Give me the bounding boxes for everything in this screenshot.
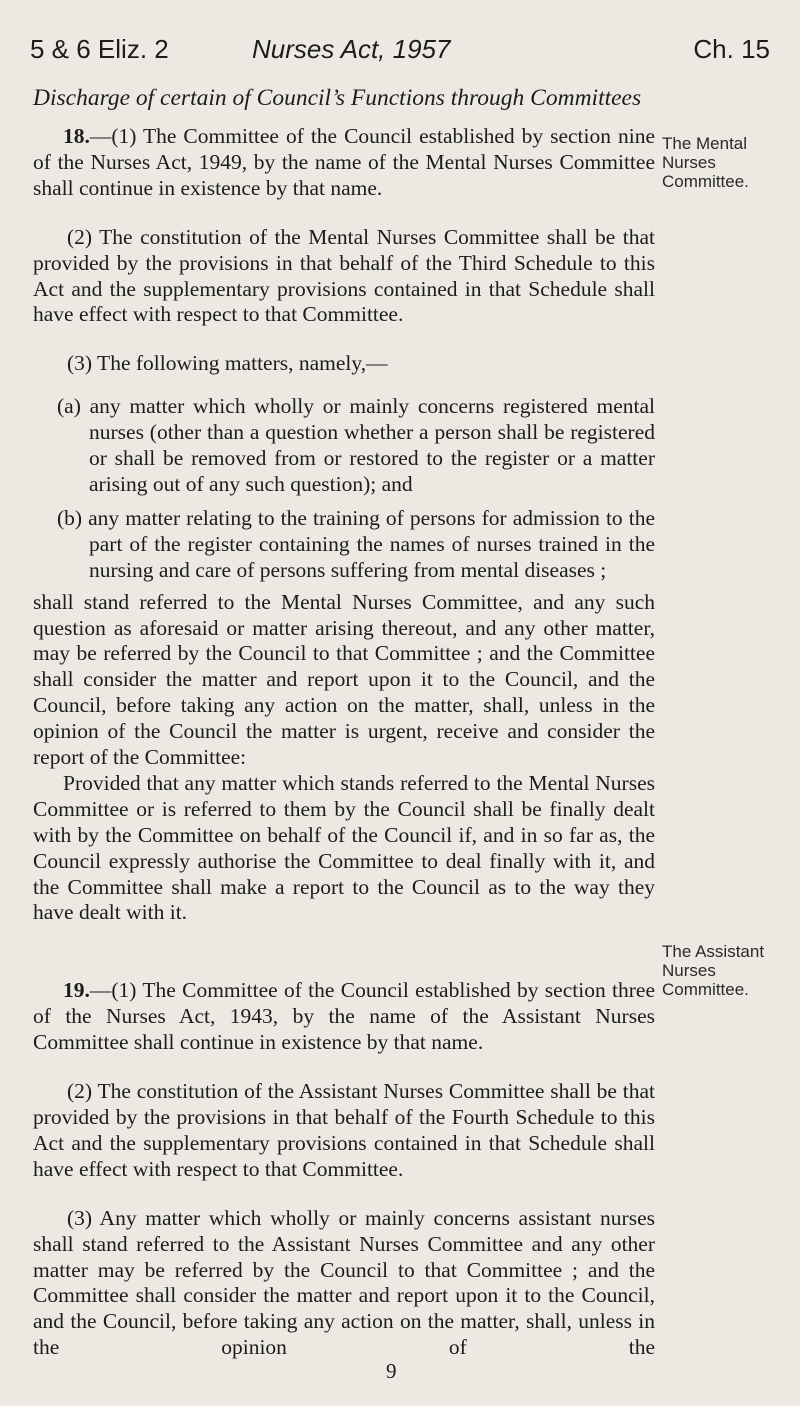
section-18-proviso: Provided that any matter which stands referred to the Mental Nurses Committee or is referred to them by the Council shall be finally dealt with by the Committee on behalf of the Council if, and in so far as, the Council expressly authorise the Committee to deal finally with it, and the Committee shall make a report to the Council as to the way they have dealt with it. <box>33 770 655 925</box>
body-text <box>33 124 655 1361</box>
header-act-title: Nurses Act, 1957 <box>252 34 451 64</box>
section-18-paragraph-b: (b) any matter relating to the training of persons for admission to the part of the register containing the names of nurses trained in the nursing and care of persons suffering from mental diseases ; <box>57 505 655 582</box>
running-header <box>30 34 770 70</box>
page-number: 9 <box>386 1359 397 1383</box>
margin-note-assistant-nurses: The Assistant Nurses Committee. <box>662 942 765 999</box>
section-18-number: 18. <box>63 124 90 148</box>
section-19-subsection-2: (2) The constitution of the Assistant Nurses Committee shall be that provided by the provisions in that behalf of the Fourth Schedule to this Act and the supplementary provisions contained in that Schedule shall have effect with respect to that Committee. <box>33 1079 655 1181</box>
section-18-subsection-2: (2) The constitution of the Mental Nurses Committee shall be that provided by the provisions in that behalf of the Third Schedule to this Act and the supplementary provisions contained in that Schedule shall have effect with respect to that Committee. <box>33 224 655 327</box>
section-group-heading: Discharge of certain of Council’s Functions through Committees <box>33 85 642 111</box>
section-19-number: 19. <box>63 978 90 1003</box>
section-19-subsection-1 <box>33 978 655 1056</box>
section-18-subsection-3-intro: (3) The following matters, namely,— <box>67 351 388 376</box>
section-18-1-text: —(1) The Committee of the Council established by section nine of the Nurses Act, 1949, by the name of the Mental Nurses Committee shall continue in existence by that name. <box>33 124 655 200</box>
section-18-referral-text: shall stand referred to the Mental Nurses Committee, and any such question as aforesaid or matter arising thereout, and any other matter, may be referred by the Council to that Committee ; and the Committee shall consider the matter and report upon it to the Council, and the Council, before taking any action on the matter, shall, unless in the opinion of the Council the matter is urgent, receive and consider the report of the Committee: <box>33 589 655 770</box>
section-19-1-text: —(1) The Committee of the Council established by section three of the Nurses Act, 1943, by the name of the Assistant Nurses Committee shall continue in existence by that name. <box>33 978 655 1055</box>
header-regnal-year: 5 & 6 Eliz. 2 <box>30 34 169 64</box>
section-19-subsection-3: (3) Any matter which wholly or mainly concerns assistant nurses shall stand referred to the Assistant Nurses Committee and any other matter may be referred by the Council to that Committee ; and the Committee shall consider the matter and report upon it to the Council, and the Council, before taking any action on the matter, shall, unless in the opinion of the <box>33 1205 655 1360</box>
margin-note-mental-nurses: The Mental Nurses Committee. <box>662 134 749 191</box>
section-18-paragraph-a: (a) any matter which wholly or mainly concerns registered mental nurses (other than a question whether a person shall be registered or shall be removed from or restored to the register or a matter arising out of any such question); and <box>57 394 655 496</box>
header-chapter: Ch. 15 <box>693 34 770 64</box>
section-18-subsection-1 <box>33 124 655 202</box>
